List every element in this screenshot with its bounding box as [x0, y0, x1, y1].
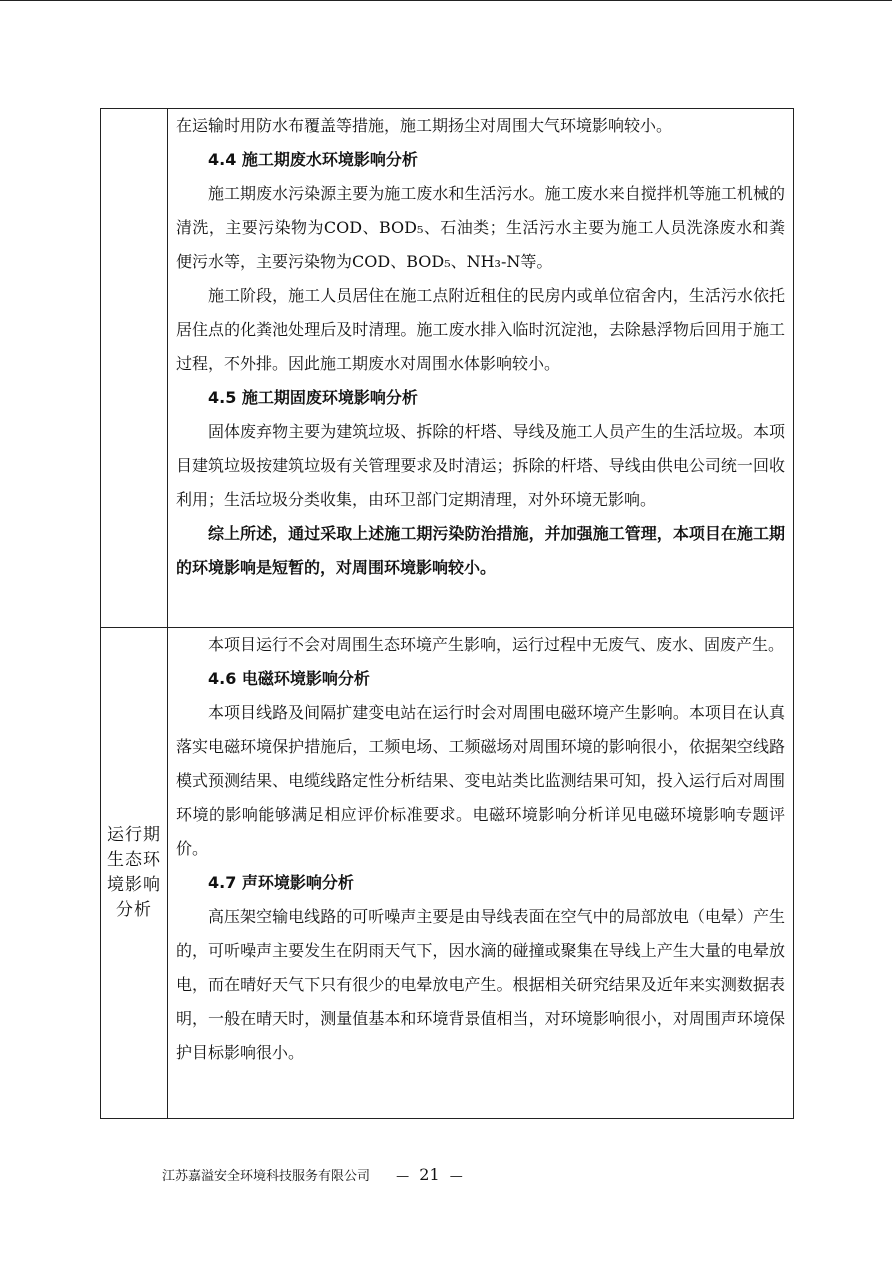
footer-dash-left: —	[396, 1169, 410, 1184]
paragraph: 固体废弃物主要为建筑垃圾、拆除的杆塔、导线及施工人员产生的生活垃圾。本项目建筑垃圾按建筑垃圾有关管理要求及时清运；拆除的杆塔、导线由供电公司统一回收利用；生活垃圾分类收集，由环卫部门定期清理，对外环境无影响。	[176, 422, 785, 509]
section-heading: 4.4 施工期废水环境影响分析	[208, 150, 418, 169]
section-heading: 4.7 声环境影响分析	[208, 873, 354, 892]
paragraph: 本项目运行不会对周围生态环境产生影响，运行过程中无废气、废水、固废产生。	[208, 635, 785, 654]
footer-company-name: 江苏嘉溢安全环境科技服务有限公司	[162, 1169, 371, 1184]
analysis-table	[100, 108, 794, 1119]
construction-period-label-cell	[101, 109, 168, 628]
operation-label-line-4: 分析	[116, 900, 152, 920]
top-border-line	[0, 0, 892, 1]
paragraph: 本项目线路及间隔扩建变电站在运行时会对周围电磁环境产生影响。本项目在认真落实电磁环境保护措施后，工频电场、工频磁场对周围环境的影响很小，依据架空线路模式预测结果、电缆线路定性分析结果、变电站类比监测结果可知，投入运行后对周围环境的影响能够满足相应评价标准要求。电磁环境影响分析详见电磁环境影响专题评价。	[176, 703, 785, 858]
operation-label-line-3: 境影响	[107, 875, 161, 895]
operation-label-line-2: 生态环	[107, 850, 161, 870]
construction-period-content	[168, 109, 794, 628]
summary-paragraph: 综上所述，通过采取上述施工期污染防治措施，并加强施工管理，本项目在施工期的环境影响是短暂的，对周围环境影响较小。	[176, 524, 785, 577]
construction-period-row	[101, 109, 794, 628]
operation-period-label-cell	[101, 628, 168, 1119]
page-footer	[162, 1165, 463, 1187]
paragraph: 在运输时用防水布覆盖等措施，施工期扬尘对周围大气环境影响较小。	[176, 116, 673, 135]
operation-period-content	[168, 628, 794, 1119]
section-heading: 4.6 电磁环境影响分析	[208, 669, 370, 688]
operation-label-line-1: 运行期	[107, 825, 161, 845]
page-number: 21	[419, 1165, 440, 1184]
operation-period-row	[101, 628, 794, 1119]
paragraph: 高压架空输电线路的可听噪声主要是由导线表面在空气中的局部放电（电晕）产生的，可听噪声主要发生在阴雨天气下，因水滴的碰撞或聚集在导线上产生大量的电晕放电，而在晴好天气下只有很少的电晕放电产生。根据相关研究结果及近年来实测数据表明，一般在晴天时，测量值基本和环境背景值相当，对环境影响很小，对周围声环境保护目标影响很小。	[176, 907, 785, 1062]
section-heading: 4.5 施工期固废环境影响分析	[208, 388, 418, 407]
footer-dash-right: —	[449, 1169, 463, 1184]
paragraph: 施工期废水污染源主要为施工废水和生活污水。施工废水来自搅拌机等施工机械的清洗，主要污染物为COD、BOD₅、石油类；生活污水主要为施工人员洗涤废水和粪便污水等，主要污染物为COD、BOD₅、NH₃-N等。	[176, 184, 785, 271]
paragraph: 施工阶段，施工人员居住在施工点附近租住的民房内或单位宿舍内，生活污水依托居住点的化粪池处理后及时清理。施工废水排入临时沉淀池，去除悬浮物后回用于施工过程，不外排。因此施工期废水对周围水体影响较小。	[176, 286, 785, 373]
